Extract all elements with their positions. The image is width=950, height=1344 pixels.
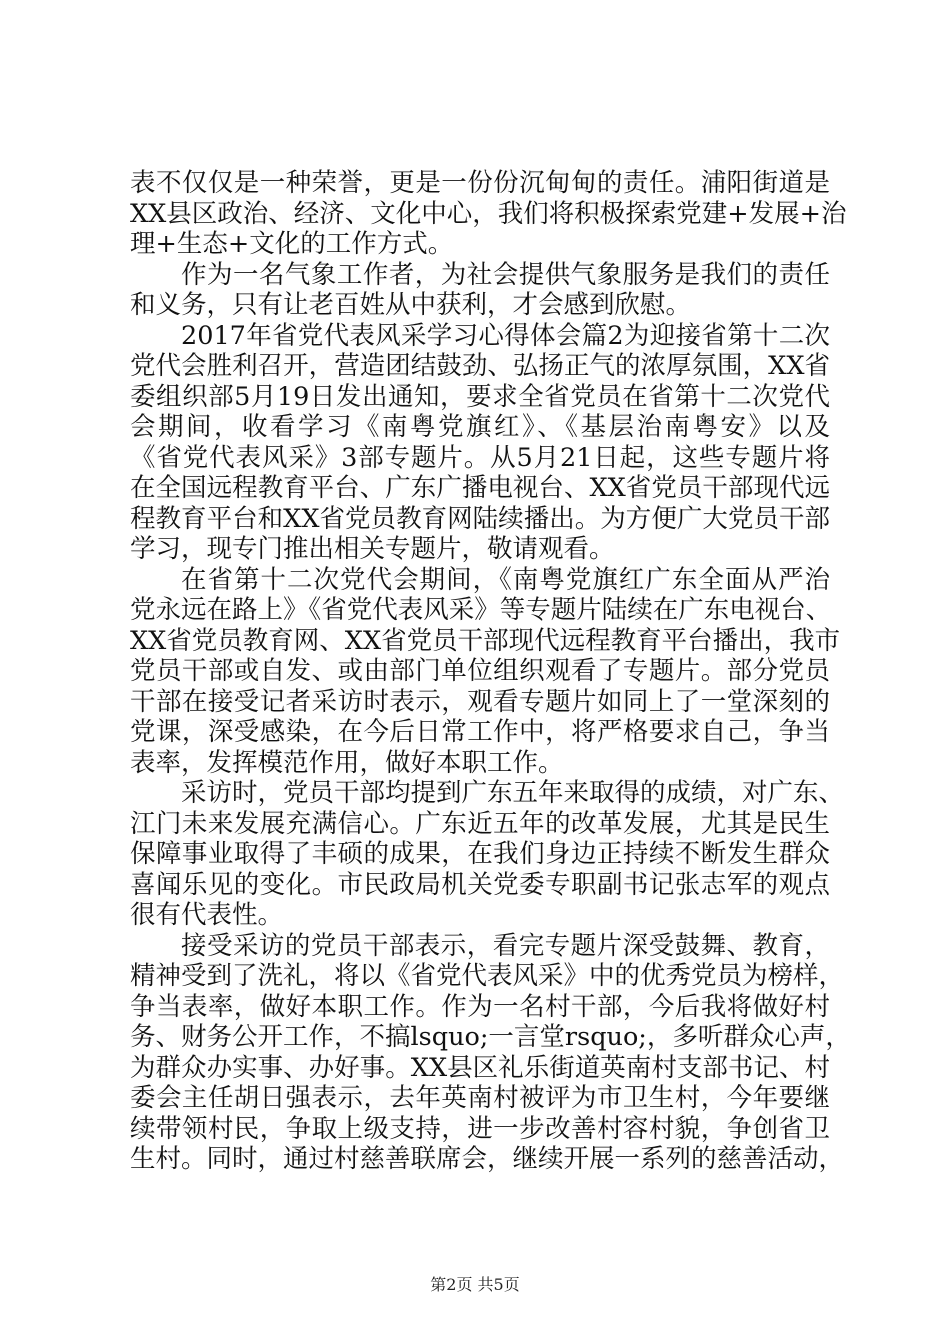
- text-line: 党课，深受感染，在今后日常工作中，将严格要求自己，争当: [130, 717, 830, 747]
- text-line: 喜闻乐见的变化。市民政局机关党委专职副书记张志军的观点: [130, 869, 830, 900]
- text-line: 学习，现专门推出相关专题片，敬请观看。: [130, 534, 615, 564]
- document-body: [130, 168, 851, 1175]
- text-line: 江门未来发展充满信心。广东近五年的改革发展，尤其是民生: [130, 808, 830, 839]
- text-line: 2017年省党代表风采学习心得体会篇2为迎接省第十二次: [181, 320, 830, 351]
- text-line: 作为一名气象工作者，为社会提供气象服务是我们的责任: [181, 259, 830, 290]
- text-line: 《省党代表风采》3部专题片。从5月21日起，这些专题片将: [130, 442, 830, 473]
- text-line: 很有代表性。: [130, 900, 284, 930]
- text-line: 保障事业取得了丰硕的成果，在我们身边正持续不断发生群众: [130, 839, 830, 869]
- text-line: 理+生态+文化的工作方式。: [130, 229, 454, 259]
- text-line: 精神受到了洗礼，将以《省党代表风采》中的优秀党员为榜样，: [130, 961, 845, 991]
- text-line: 委会主任胡日强表示，去年英南村被评为市卫生村，今年要继: [130, 1083, 830, 1113]
- text-line: 干部在接受记者采访时表示，观看专题片如同上了一堂深刻的: [130, 686, 830, 717]
- text-line: 为群众办实事、办好事。XX县区礼乐街道英南村支部书记、村: [130, 1052, 830, 1083]
- page-number-label: 第2页 共5页: [430, 1275, 520, 1294]
- text-line: 表率，发挥模范作用，做好本职工作。: [130, 747, 564, 778]
- text-line: 接受采访的党员干部表示，看完专题片深受鼓舞、教育，: [181, 930, 830, 961]
- text-line: 会期间，收看学习《南粤党旗红》、《基层治南粤安》以及: [130, 412, 830, 442]
- text-line: 生村。同时，通过村慈善联席会，继续开展一系列的慈善活动，: [130, 1144, 845, 1174]
- page-footer: [0, 1272, 950, 1295]
- text-line: 党代会胜利召开，营造团结鼓劲、弘扬正气的浓厚氛围，XX省: [130, 351, 830, 381]
- text-line: 表不仅仅是一种荣誉，更是一份份沉甸甸的责任。浦阳街道是: [130, 168, 830, 198]
- text-line: 争当表率，做好本职工作。作为一名村干部，今后我将做好村: [130, 991, 830, 1022]
- text-line: XX省党员教育网、XX省党员干部现代远程教育平台播出，我市: [130, 625, 841, 656]
- text-line: 在全国远程教育平台、广东广播电视台、XX省党员干部现代远: [130, 473, 830, 503]
- text-line: 党员干部或自发、或由部门单位组织观看了专题片。部分党员: [130, 656, 830, 686]
- text-line: 委组织部5月19日发出通知，要求全省党员在省第十二次党代: [130, 381, 830, 412]
- text-line: 程教育平台和XX省党员教育网陆续播出。为方便广大党员干部: [130, 503, 830, 534]
- text-line: 党永远在路上》《省党代表风采》等专题片陆续在广东电视台、: [130, 595, 832, 625]
- text-line: XX县区政治、经济、文化中心，我们将积极探索党建+发展+治: [130, 198, 847, 229]
- text-line: 和义务，只有让老百姓从中获利，才会感到欣慰。: [130, 290, 692, 320]
- text-line: 采访时，党员干部均提到广东五年来取得的成绩，对广东、: [181, 778, 845, 808]
- text-line: 在省第十二次党代会期间，《南粤党旗红广东全面从严治: [181, 564, 830, 595]
- text-line: 务、财务公开工作，不搞lsquo;一言堂rsquo;，多听群众心声，: [130, 1022, 851, 1052]
- text-line: 续带领村民，争取上级支持，进一步改善村容村貌，争创省卫: [130, 1113, 830, 1144]
